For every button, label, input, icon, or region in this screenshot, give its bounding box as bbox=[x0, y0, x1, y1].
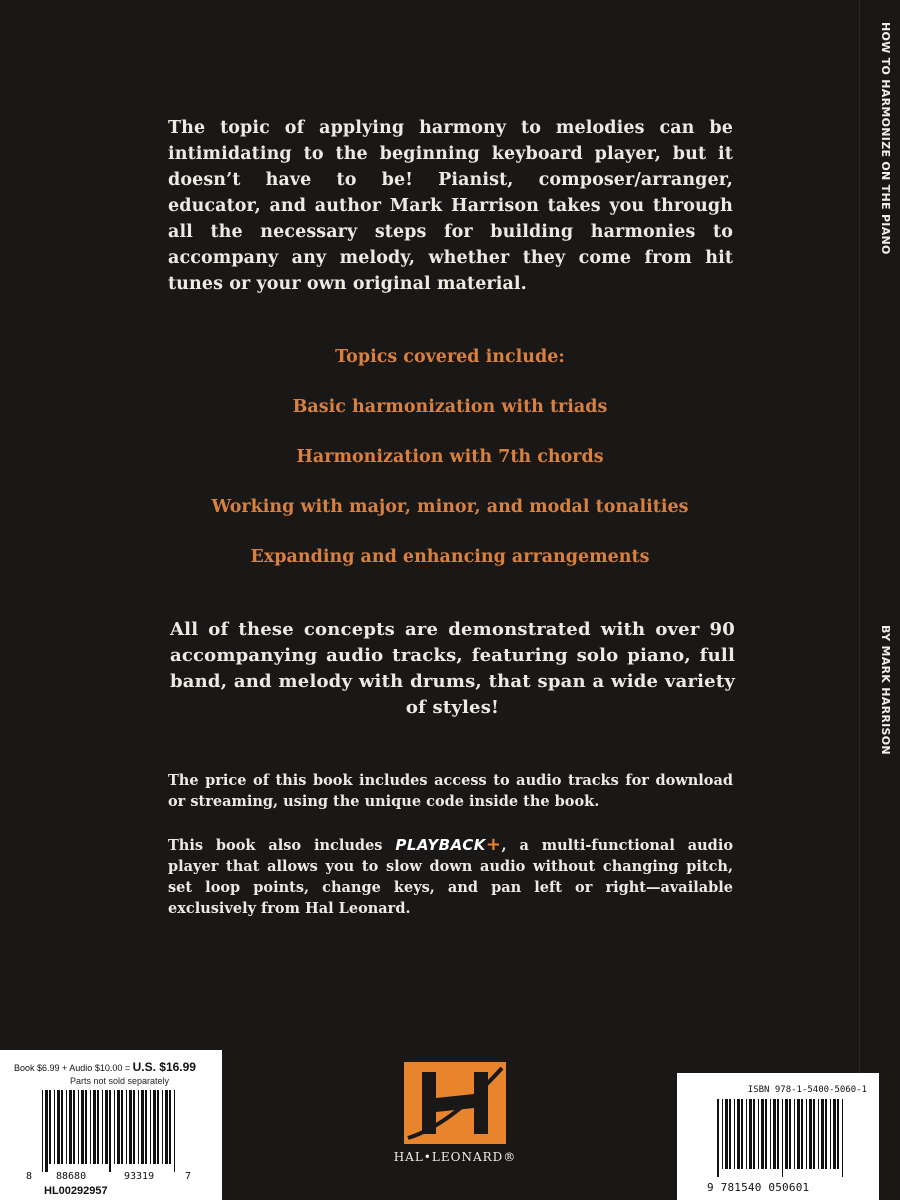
price-breakdown: Book $6.99 + Audio $10.00 = bbox=[14, 1063, 133, 1073]
barcode-bar bbox=[141, 1090, 144, 1164]
upc-mid2: 93319 bbox=[124, 1171, 155, 1182]
barcode-bar bbox=[117, 1090, 120, 1164]
isbn-barcode bbox=[717, 1099, 845, 1177]
topic-item: Harmonization with 7th chords bbox=[296, 447, 604, 467]
upc-right-digit: 7 bbox=[185, 1171, 192, 1182]
barcode-bar bbox=[42, 1090, 43, 1172]
concepts-paragraph: All of these concepts are demonstrated with over 90 accompanying audio tracks, featuring solo piano, full band, and melody with drums, that span a wide variety of styles! bbox=[170, 619, 735, 718]
barcode-bar bbox=[121, 1090, 123, 1164]
barcode-bar bbox=[821, 1099, 824, 1169]
playback-after: , a multi-functional audio player that allows you to slow down audio without changing pitch, set loop points, change keys, and pan left or right—available exclusively from Hal Leonard. bbox=[168, 837, 734, 917]
barcode-bar bbox=[809, 1099, 812, 1169]
hal-leonard-logo bbox=[380, 1062, 530, 1172]
barcode-bar bbox=[114, 1090, 115, 1164]
barcode-bar bbox=[174, 1090, 175, 1172]
barcode-bar bbox=[126, 1090, 127, 1164]
publisher-name: HAL•LEONARD® bbox=[393, 1150, 517, 1164]
price-line bbox=[14, 1060, 196, 1074]
isbn-label: ISBN 978-1-5400-5060-1 bbox=[747, 1085, 867, 1095]
barcode-bar bbox=[734, 1099, 735, 1169]
price-note: The price of this book includes access to audio tracks for download or streaming, using the unique code inside the book. bbox=[168, 772, 733, 810]
barcode-bar bbox=[169, 1090, 171, 1164]
topics-heading: Topics covered include: bbox=[335, 347, 565, 367]
playback-plus-icon: + bbox=[485, 834, 502, 855]
barcode-bar bbox=[138, 1090, 139, 1164]
upc-left-digit: 8 bbox=[26, 1171, 33, 1182]
barcode-bar bbox=[785, 1099, 788, 1169]
barcode-bar bbox=[49, 1090, 51, 1164]
barcode-bar bbox=[818, 1099, 819, 1169]
parts-note: Parts not sold separately bbox=[70, 1076, 170, 1086]
barcode-bar bbox=[758, 1099, 759, 1169]
barcode-bar bbox=[813, 1099, 815, 1169]
barcode-bar bbox=[57, 1090, 60, 1164]
barcode-bar bbox=[162, 1090, 163, 1164]
barcode-bar bbox=[105, 1090, 108, 1164]
barcode-bar bbox=[157, 1090, 159, 1164]
barcode-bar bbox=[81, 1090, 84, 1164]
barcode-bar bbox=[773, 1099, 776, 1169]
barcode-bar bbox=[801, 1099, 803, 1169]
intro-paragraph: The topic of applying harmony to melodies can be intimidating to the beginning keyboard player, but it doesn’t have to be! Pianist, composer/arranger, educator, and author Mark Harrison takes you through all the necessary steps for building harmonies to accompany any melody, whether they come from hit tunes or your own original material. bbox=[168, 118, 733, 294]
barcode-bar bbox=[145, 1090, 147, 1164]
spine-title: HOW TO HARMONIZE ON THE PIANO bbox=[879, 22, 892, 255]
barcode-bar bbox=[97, 1090, 99, 1164]
barcode-bar bbox=[837, 1099, 839, 1169]
barcode-bar bbox=[794, 1099, 795, 1169]
barcode-bar bbox=[770, 1099, 771, 1169]
barcode-bar bbox=[133, 1090, 135, 1164]
barcode-bar bbox=[842, 1099, 843, 1177]
barcode-bar bbox=[789, 1099, 791, 1169]
barcode-bar bbox=[725, 1099, 728, 1169]
playback-note bbox=[168, 834, 733, 919]
barcode-bar bbox=[825, 1099, 827, 1169]
barcode-bar bbox=[761, 1099, 764, 1169]
barcode-bar bbox=[833, 1099, 836, 1169]
barcode-bar bbox=[722, 1099, 723, 1169]
barcode-bar bbox=[729, 1099, 731, 1169]
hl-code: HL00292957 bbox=[44, 1185, 108, 1197]
barcode-bar bbox=[753, 1099, 755, 1169]
barcode-bar bbox=[806, 1099, 807, 1169]
barcode-bar bbox=[109, 1090, 111, 1172]
upc-mid1: 88680 bbox=[56, 1171, 87, 1182]
barcode-bar bbox=[129, 1090, 132, 1164]
barcode-bar bbox=[165, 1090, 168, 1164]
barcode-bar bbox=[777, 1099, 779, 1169]
barcode-bar bbox=[150, 1090, 151, 1164]
barcode-bar bbox=[90, 1090, 91, 1164]
barcode-bar bbox=[746, 1099, 747, 1169]
topics-list bbox=[150, 342, 750, 592]
barcode-bar bbox=[73, 1090, 75, 1164]
barcode-bar bbox=[93, 1090, 96, 1164]
playback-logo-text: PLAYBACK bbox=[395, 836, 486, 854]
spine bbox=[859, 0, 900, 1200]
barcode-bar bbox=[797, 1099, 800, 1169]
barcode-bar bbox=[749, 1099, 752, 1169]
barcode-bar bbox=[66, 1090, 67, 1164]
topic-item: Working with major, minor, and modal tonalities bbox=[211, 497, 689, 517]
barcode-bar bbox=[782, 1099, 783, 1177]
barcode-bar bbox=[765, 1099, 767, 1169]
barcode-bar bbox=[85, 1090, 87, 1164]
barcode-bar bbox=[61, 1090, 63, 1164]
barcode-bar bbox=[830, 1099, 831, 1169]
barcode-bar bbox=[54, 1090, 55, 1164]
price-box bbox=[0, 1050, 222, 1200]
barcode-bar bbox=[717, 1099, 719, 1177]
barcode-bar bbox=[737, 1099, 740, 1169]
topic-item: Basic harmonization with triads bbox=[292, 397, 608, 417]
playback-before: This book also includes bbox=[168, 837, 396, 854]
isbn-box bbox=[677, 1073, 879, 1200]
barcode-bar bbox=[78, 1090, 79, 1164]
barcode-bar bbox=[741, 1099, 743, 1169]
isbn-digits: 9 781540 050601 bbox=[707, 1181, 810, 1194]
playback-logo bbox=[395, 836, 501, 854]
barcode-bar bbox=[45, 1090, 48, 1172]
topic-item: Expanding and enhancing arrangements bbox=[250, 547, 650, 567]
upc-barcode bbox=[42, 1090, 178, 1172]
price-total: U.S. $16.99 bbox=[132, 1060, 196, 1074]
hal-leonard-mark-icon bbox=[404, 1062, 506, 1144]
barcode-bar bbox=[153, 1090, 156, 1164]
barcode-bar bbox=[69, 1090, 72, 1164]
spine-author: BY MARK HARRISON bbox=[879, 625, 892, 755]
barcode-bar bbox=[102, 1090, 103, 1164]
